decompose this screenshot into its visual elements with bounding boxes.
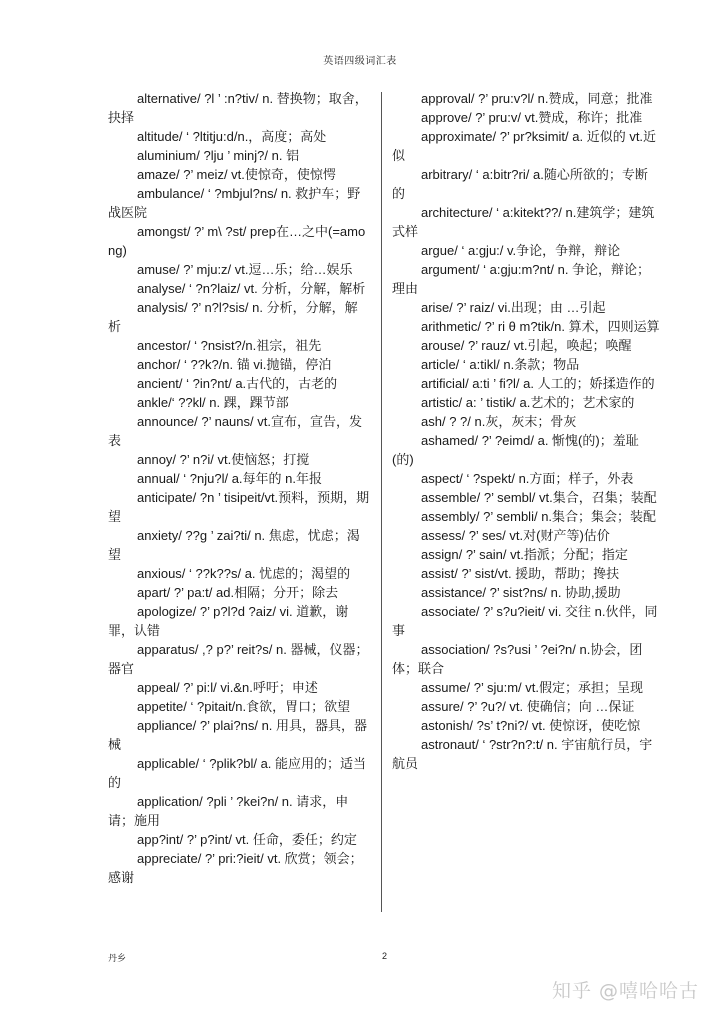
vocab-entry bbox=[108, 792, 370, 830]
vocab-entry bbox=[392, 678, 660, 697]
vocab-word: annoy/ bbox=[137, 452, 177, 467]
vocab-word: artistic/ bbox=[421, 395, 463, 410]
vocab-entry bbox=[392, 203, 660, 241]
vocab-word: aluminium/ bbox=[137, 148, 200, 163]
vocab-definition: vt. 任命，委任；约定 bbox=[231, 832, 357, 847]
vocab-phonetic: ?’ ri θ m?tik/ bbox=[480, 319, 555, 334]
vocab-word: anticipate/ bbox=[137, 490, 197, 505]
vocab-phonetic: ?’ pi:l/ bbox=[179, 680, 217, 695]
vocab-word: assume/ bbox=[421, 680, 471, 695]
vocab-word: assess/ bbox=[421, 528, 466, 543]
vocab-phonetic: ?’ sembli/ bbox=[479, 509, 538, 524]
vocab-entry bbox=[108, 355, 370, 374]
vocab-entry bbox=[108, 298, 370, 336]
vocab-word: ash/ bbox=[421, 414, 446, 429]
vocab-definition: n. 焦虑，忧虑；渴望 bbox=[108, 528, 360, 562]
vocab-definition: n.集合；集会；装配 bbox=[537, 509, 657, 524]
vocab-definition: vi.出现；由 …引起 bbox=[494, 300, 606, 315]
vocab-definition: vt.集合，召集；装配 bbox=[535, 490, 657, 505]
vocab-definition: prep在…之中(=among) bbox=[108, 224, 366, 258]
vocab-definition: vt.预料，预期，期望 bbox=[108, 490, 370, 524]
vocab-word: argue/ bbox=[421, 243, 458, 258]
vocab-definition: a. 忧虑的；渴望的 bbox=[241, 566, 351, 581]
column-divider bbox=[381, 92, 382, 912]
vocab-definition: vi. 道歉，谢罪，认错 bbox=[108, 604, 349, 638]
vocab-definition: n. 踝，踝节部 bbox=[205, 395, 289, 410]
vocab-entry bbox=[108, 336, 370, 355]
vocab-word: ambulance/ bbox=[137, 186, 205, 201]
vocab-phonetic: ‘ ??kl/ bbox=[171, 395, 206, 410]
vocab-phonetic: ‘ ?nju?l/ bbox=[179, 471, 229, 486]
vocab-definition: vt. 使惊讶，使吃惊 bbox=[528, 718, 641, 733]
vocab-phonetic: ‘ ?n?laiz/ bbox=[185, 281, 241, 296]
vocab-entry bbox=[392, 640, 660, 678]
vocab-phonetic: ?’ nauns/ bbox=[197, 414, 254, 429]
vocab-word: amuse/ bbox=[137, 262, 180, 277]
vocab-word: assistance/ bbox=[421, 585, 487, 600]
vocab-phonetic: ?’ raiz/ bbox=[452, 300, 495, 315]
vocab-phonetic: ‘ ?str?n?:t/ bbox=[478, 737, 544, 752]
vocab-phonetic: ?’ ?eimd/ bbox=[478, 433, 534, 448]
vocab-entry bbox=[392, 697, 660, 716]
vocab-entry bbox=[392, 374, 660, 393]
vocab-phonetic: ‘ a:tikl/ bbox=[459, 357, 500, 372]
vocab-word: arise/ bbox=[421, 300, 453, 315]
vocab-word: aspect/ bbox=[421, 471, 463, 486]
vocab-word: altitude/ bbox=[137, 129, 183, 144]
vocab-entry bbox=[108, 678, 370, 697]
vocab-word: anxiety/ bbox=[137, 528, 182, 543]
vocab-definition: vt. 使确信；向 …保证 bbox=[505, 699, 635, 714]
zhihu-watermark: 知乎 @嘻哈哈古 bbox=[552, 980, 700, 1002]
vocab-phonetic: ?’ plai?ns/ bbox=[196, 718, 258, 733]
vocab-definition: vt.使惊奇，使惊愕 bbox=[227, 167, 336, 182]
vocab-entry bbox=[108, 412, 370, 450]
vocab-phonetic: ?’ ?u?/ bbox=[463, 699, 506, 714]
vocab-word: arouse/ bbox=[421, 338, 465, 353]
vocab-word: ashamed/ bbox=[421, 433, 479, 448]
vocab-definition: n.协会，团体；联合 bbox=[392, 642, 643, 676]
vocab-definition: vi. 交往 n.伙伴，同事 bbox=[392, 604, 658, 638]
vocab-definition: n.建筑学；建筑式样 bbox=[392, 205, 655, 239]
vocab-entry bbox=[108, 184, 370, 222]
vocab-entry bbox=[392, 431, 660, 469]
vocab-word: assemble/ bbox=[421, 490, 481, 505]
vocab-entry bbox=[392, 89, 660, 108]
vocab-phonetic: ‘ ??k??s/ bbox=[185, 566, 242, 581]
vocab-word: app?int/ bbox=[137, 832, 184, 847]
vocab-word: application/ bbox=[137, 794, 203, 809]
vocab-phonetic: a:ti ’ fi?l/ bbox=[468, 376, 520, 391]
vocab-entry bbox=[392, 317, 660, 336]
vocab-phonetic: ,? p?’ reit?s/ bbox=[198, 642, 273, 657]
vocab-entry bbox=[108, 849, 370, 887]
vocab-word: analysis/ bbox=[137, 300, 188, 315]
vocab-phonetic: ?’ sain/ bbox=[462, 547, 507, 562]
vocab-entry bbox=[392, 260, 660, 298]
vocab-definition: n. 算术，四则运算 bbox=[554, 319, 660, 334]
vocab-phonetic: ?’ pru:v?l/ bbox=[474, 91, 534, 106]
vocab-definition: vt.逗…乐；给…娱乐 bbox=[231, 262, 353, 277]
vocab-phonetic: ? ?/ bbox=[445, 414, 471, 429]
vocab-entry bbox=[392, 526, 660, 545]
vocab-phonetic: ‘ a:bitr?ri/ bbox=[472, 167, 530, 182]
vocab-definition: n. 用具，器具，器械 bbox=[108, 718, 368, 752]
vocab-word: appetite/ bbox=[137, 699, 187, 714]
vocab-phonetic: ?pli ’ ?kei?n/ bbox=[202, 794, 279, 809]
vocab-definition: vt. 分析，分解，解析 bbox=[240, 281, 366, 296]
vocab-phonetic: ‘ a:kitekt??/ bbox=[492, 205, 562, 220]
vocab-word: association/ bbox=[421, 642, 490, 657]
vocab-word: approval/ bbox=[421, 91, 475, 106]
vocab-definition: n.方面；样子，外表 bbox=[514, 471, 634, 486]
vocab-phonetic: ?’ n?l?sis/ bbox=[187, 300, 249, 315]
vocab-definition: vt.假定；承担；呈现 bbox=[521, 680, 644, 695]
vocab-word: amaze/ bbox=[137, 167, 180, 182]
vocab-word: assist/ bbox=[421, 566, 458, 581]
vocab-definition: n. 救护车；野战医院 bbox=[108, 186, 361, 220]
vocab-entry bbox=[392, 716, 660, 735]
vocab-entry bbox=[108, 89, 370, 127]
vocab-word: assure/ bbox=[421, 699, 464, 714]
vocab-phonetic: ?’ ses/ bbox=[465, 528, 506, 543]
vocab-entry bbox=[392, 583, 660, 602]
vocab-definition: vt. 援助，帮助；搀扶 bbox=[497, 566, 620, 581]
vocab-entry bbox=[108, 450, 370, 469]
vocab-phonetic: ?’ sju:m/ bbox=[470, 680, 522, 695]
vocab-entry bbox=[392, 165, 660, 203]
vocab-word: analyse/ bbox=[137, 281, 186, 296]
vocab-definition: n. 替换物；取舍，抉择 bbox=[108, 91, 368, 125]
vocab-definition: n. 器械，仪器；器官 bbox=[108, 642, 369, 676]
vocab-word: assign/ bbox=[421, 547, 463, 562]
vocab-entry bbox=[108, 583, 370, 602]
vocab-word: ankle/ bbox=[137, 395, 172, 410]
vocab-definition: a. 能应用的；适当的 bbox=[108, 756, 367, 790]
vocab-entry bbox=[108, 279, 370, 298]
vocab-definition: vt.对(财产等)估价 bbox=[505, 528, 610, 543]
vocab-definition: vi.&n.呼吁；申述 bbox=[216, 680, 318, 695]
vocab-phonetic: ?’ sembl/ bbox=[480, 490, 536, 505]
vocab-definition: n.，高度；高处 bbox=[237, 129, 327, 144]
vocab-definition: a.随心所欲的；专断的 bbox=[392, 167, 648, 201]
vocab-phonetic: ?’ m\ ?st/ bbox=[190, 224, 247, 239]
vocab-definition: n. 宇宙航行员，宇航员 bbox=[392, 737, 653, 771]
vocab-definition: vt.使恼怒；打搅 bbox=[213, 452, 310, 467]
vocab-definition: vt.赞成，称许；批准 bbox=[520, 110, 643, 125]
vocab-word: ancient/ bbox=[137, 376, 183, 391]
vocab-definition: n. 请求，申请；施用 bbox=[108, 794, 349, 828]
vocab-definition: vt.引起，唤起；唤醒 bbox=[510, 338, 632, 353]
vocab-entry bbox=[392, 412, 660, 431]
vocab-phonetic: ?’ pr?ksimit/ bbox=[496, 129, 569, 144]
vocab-entry bbox=[108, 146, 370, 165]
vocab-phonetic: ?s’ t?ni?/ bbox=[473, 718, 529, 733]
vocab-phonetic: ‘ ?spekt/ bbox=[462, 471, 515, 486]
vocab-definition: ad.相隔；分开；除去 bbox=[212, 585, 339, 600]
vocab-entry bbox=[108, 602, 370, 640]
vocab-word: associate/ bbox=[421, 604, 480, 619]
vocab-entry bbox=[392, 507, 660, 526]
vocab-definition: n. 锚 vi.抛锚，停泊 bbox=[222, 357, 332, 372]
vocabulary-column-left bbox=[108, 89, 370, 887]
vocab-word: astronaut/ bbox=[421, 737, 479, 752]
vocab-phonetic: ?’ s?u?ieit/ bbox=[479, 604, 545, 619]
vocab-definition: vt.宣布，宣告，发表 bbox=[108, 414, 362, 448]
vocab-entry bbox=[108, 830, 370, 849]
vocab-entry bbox=[108, 488, 370, 526]
vocab-word: alternative/ bbox=[137, 91, 201, 106]
vocab-entry bbox=[108, 393, 370, 412]
vocab-definition: n.灰，灰末；骨灰 bbox=[470, 414, 577, 429]
vocab-phonetic: ‘ ??k?/ bbox=[180, 357, 223, 372]
vocab-definition: a. 惭愧(的)；羞耻(的) bbox=[392, 433, 639, 467]
vocab-entry bbox=[108, 127, 370, 146]
vocab-word: appliance/ bbox=[137, 718, 197, 733]
vocab-word: apparatus/ bbox=[137, 642, 199, 657]
vocab-word: arithmetic/ bbox=[421, 319, 481, 334]
vocab-definition: vt.指派；分配；指定 bbox=[506, 547, 628, 562]
vocab-word: anchor/ bbox=[137, 357, 181, 372]
vocab-phonetic: ?’ pru:v/ bbox=[471, 110, 521, 125]
vocab-definition: n. 分析，分解，解析 bbox=[108, 300, 358, 334]
vocabulary-column-right bbox=[392, 89, 660, 773]
vocab-entry bbox=[108, 469, 370, 488]
vocab-entry bbox=[108, 165, 370, 184]
vocab-word: approve/ bbox=[421, 110, 472, 125]
vocab-definition: a. 人工的；娇揉造作的 bbox=[519, 376, 655, 391]
vocab-word: ancestor/ bbox=[137, 338, 191, 353]
vocab-definition: n.条款；物品 bbox=[499, 357, 580, 372]
vocab-phonetic: ?l ’ :n?tiv/ bbox=[200, 91, 259, 106]
vocab-phonetic: ?’ sist?ns/ bbox=[486, 585, 547, 600]
vocab-phonetic: ‘ a:gju:m?nt/ bbox=[479, 262, 554, 277]
vocab-phonetic: ?’ sist/ bbox=[457, 566, 498, 581]
vocab-word: appeal/ bbox=[137, 680, 180, 695]
vocab-phonetic: ‘ a:gju:/ bbox=[457, 243, 504, 258]
vocab-phonetic: ?’ rauz/ bbox=[464, 338, 511, 353]
vocab-word: annual/ bbox=[137, 471, 180, 486]
vocab-phonetic: ‘ ?nsist?/ bbox=[190, 338, 246, 353]
vocab-word: apart/ bbox=[137, 585, 171, 600]
vocab-phonetic: ‘ ?mbjul?ns/ bbox=[204, 186, 278, 201]
vocab-phonetic: ?’ p?int/ bbox=[183, 832, 232, 847]
vocab-definition: a.艺术的；艺术家的 bbox=[515, 395, 635, 410]
vocab-entry bbox=[392, 355, 660, 374]
vocab-phonetic: ?’ n?i/ bbox=[176, 452, 214, 467]
vocab-entry bbox=[392, 241, 660, 260]
vocab-entry bbox=[392, 488, 660, 507]
vocab-definition: n.赞成，同意；批准 bbox=[533, 91, 653, 106]
vocab-entry bbox=[108, 222, 370, 260]
page-header-title: 英语四级词汇表 bbox=[323, 56, 397, 67]
vocab-word: announce/ bbox=[137, 414, 198, 429]
vocab-phonetic: ‘ ?plik?bl/ bbox=[199, 756, 257, 771]
vocab-definition: n. 协助,援助 bbox=[546, 585, 621, 600]
footer-author: 丹乡 bbox=[108, 953, 127, 963]
vocab-word: anxious/ bbox=[137, 566, 186, 581]
vocab-word: approximate/ bbox=[421, 129, 497, 144]
vocab-phonetic: ?’ p?l?d ?aiz/ bbox=[196, 604, 277, 619]
vocab-entry bbox=[392, 336, 660, 355]
vocab-definition: a.古代的，古老的 bbox=[231, 376, 338, 391]
vocab-word: astonish/ bbox=[421, 718, 474, 733]
vocab-definition: n. 争论，辩论；理由 bbox=[392, 262, 651, 296]
vocab-phonetic: ?n ’ tisipeit/ bbox=[196, 490, 265, 505]
vocab-word: assembly/ bbox=[421, 509, 480, 524]
vocab-definition: a. 近似的 vt.近似 bbox=[392, 129, 657, 163]
vocab-word: amongst/ bbox=[137, 224, 191, 239]
page-number: 2 bbox=[382, 951, 388, 961]
vocab-word: appreciate/ bbox=[137, 851, 202, 866]
vocab-entry bbox=[108, 374, 370, 393]
vocab-entry bbox=[392, 298, 660, 317]
vocab-entry bbox=[392, 469, 660, 488]
vocab-word: apologize/ bbox=[137, 604, 197, 619]
vocab-entry bbox=[108, 716, 370, 754]
vocab-entry bbox=[108, 564, 370, 583]
vocab-definition: a.每年的 n.年报 bbox=[228, 471, 322, 486]
vocab-entry bbox=[108, 526, 370, 564]
vocab-entry bbox=[392, 602, 660, 640]
vocab-entry bbox=[392, 564, 660, 583]
vocab-phonetic: ‘ ?ltitju:d/ bbox=[182, 129, 238, 144]
vocab-phonetic: ?’ pri:?ieit/ bbox=[201, 851, 264, 866]
vocab-definition: vt. 欣赏；领会；感谢 bbox=[108, 851, 363, 885]
vocab-word: architecture/ bbox=[421, 205, 493, 220]
vocab-word: artificial/ bbox=[421, 376, 469, 391]
vocab-phonetic: ?’ meiz/ bbox=[179, 167, 228, 182]
vocab-phonetic: ‘ ?in?nt/ bbox=[182, 376, 232, 391]
vocab-entry bbox=[392, 545, 660, 564]
vocab-word: arbitrary/ bbox=[421, 167, 473, 182]
vocab-definition: n. 铝 bbox=[268, 148, 300, 163]
vocab-word: article/ bbox=[421, 357, 460, 372]
vocab-entry bbox=[392, 108, 660, 127]
vocab-entry bbox=[108, 754, 370, 792]
vocab-entry bbox=[108, 697, 370, 716]
vocab-entry bbox=[392, 393, 660, 412]
vocab-phonetic: ?’ pa:t/ bbox=[170, 585, 213, 600]
vocab-entry bbox=[392, 127, 660, 165]
vocab-word: applicable/ bbox=[137, 756, 200, 771]
vocab-phonetic: ?’ mju:z/ bbox=[179, 262, 232, 277]
vocab-definition: n.祖宗，祖先 bbox=[245, 338, 322, 353]
vocab-phonetic: a: ’ tistik/ bbox=[462, 395, 516, 410]
vocab-entry bbox=[392, 735, 660, 773]
vocab-entry bbox=[108, 260, 370, 279]
vocab-entry bbox=[108, 640, 370, 678]
vocab-definition: v.争论，争辩，辩论 bbox=[503, 243, 621, 258]
vocab-word: argument/ bbox=[421, 262, 480, 277]
vocab-definition: n.食欲，胃口；欲望 bbox=[235, 699, 351, 714]
vocab-phonetic: ?s?usi ’ ?ei?n/ bbox=[489, 642, 576, 657]
vocab-phonetic: ?lju ’ minj?/ bbox=[199, 148, 269, 163]
vocab-phonetic: ‘ ?pitait/ bbox=[186, 699, 236, 714]
vocab-phonetic: ??g ’ zai?ti/ bbox=[181, 528, 251, 543]
